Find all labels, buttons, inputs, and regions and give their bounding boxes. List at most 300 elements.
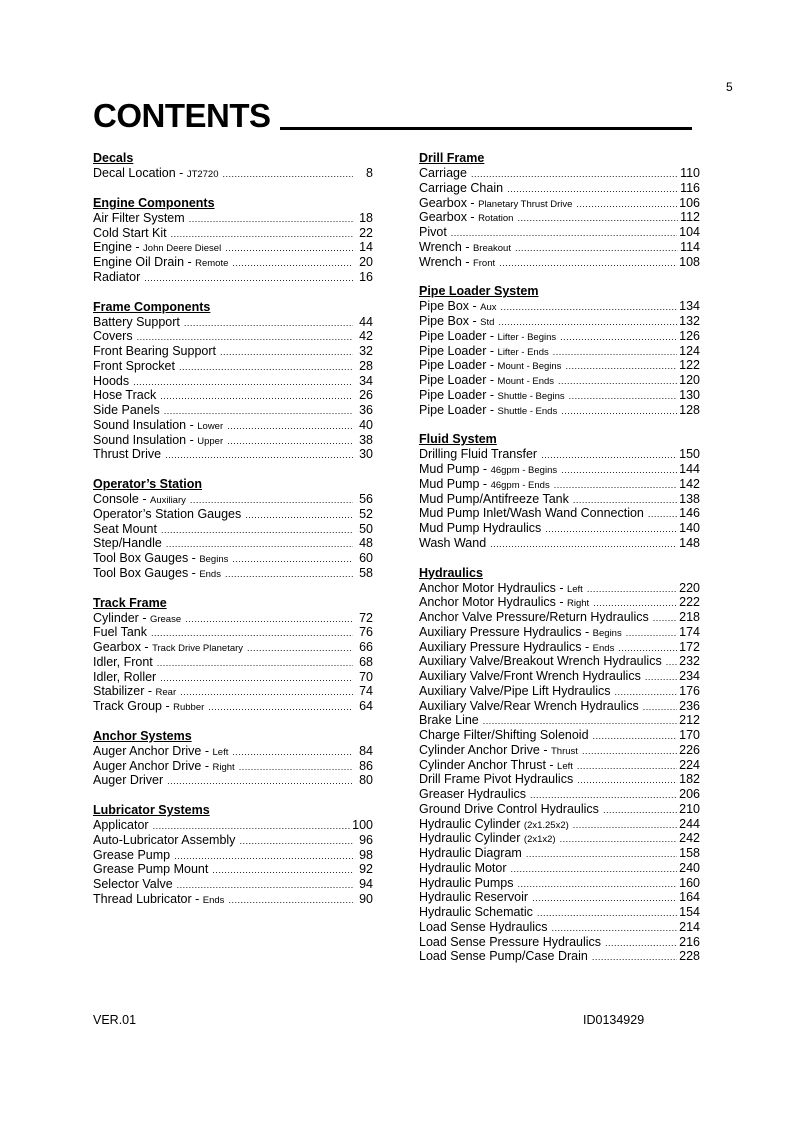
- toc-entry: [419, 492, 700, 507]
- toc-entry: [93, 818, 373, 833]
- toc-entry: [419, 728, 700, 743]
- toc-entry: [93, 848, 373, 863]
- entry-label-main: Stabilizer -: [93, 684, 156, 699]
- entry-page-number: 16: [359, 269, 373, 284]
- toc-entry: [93, 492, 373, 507]
- entry-label-qualifier: Front: [472, 257, 496, 269]
- entry-page-number: 172: [679, 639, 700, 654]
- entry-page-number: 56: [359, 492, 373, 506]
- toc-section: [419, 284, 700, 417]
- entry-label: [93, 699, 204, 716]
- entry-label-main: Thread Lubricator -: [93, 891, 203, 906]
- dot-leader: [576, 197, 677, 212]
- footer-version: VER.01: [93, 1013, 137, 1027]
- toc-entry: [419, 595, 700, 610]
- dot-leader: [225, 241, 353, 256]
- entry-page-number: 8: [366, 166, 373, 180]
- entry-label: [93, 862, 208, 877]
- dot-leader: [558, 374, 677, 389]
- dot-leader: [582, 744, 677, 759]
- entry-label: [93, 848, 170, 863]
- entry-label-main: Greaser Hydraulics: [419, 787, 526, 801]
- dot-leader: [532, 891, 677, 906]
- dot-leader: [190, 493, 353, 508]
- entry-label-qualifier: Remote: [195, 258, 229, 269]
- entry-label: [93, 566, 221, 583]
- entry-label-qualifier: JT2720: [186, 169, 219, 180]
- dot-leader: [648, 507, 677, 522]
- dot-leader: [239, 760, 353, 775]
- toc-entry: [93, 536, 373, 551]
- toc-entry: [93, 699, 373, 714]
- entry-label: [419, 492, 569, 507]
- entry-page-number: 160: [679, 875, 700, 890]
- dot-leader: [232, 256, 353, 271]
- entry-label-main: Hydraulic Schematic: [419, 905, 533, 919]
- entry-label-qualifier: Shuttle - Begins: [497, 390, 565, 402]
- entry-label: [419, 772, 573, 787]
- entry-label: [419, 166, 467, 181]
- entry-label-main: Anchor Valve Pressure/Return Hydraulics: [419, 610, 649, 624]
- entry-label-qualifier: John Deere Diesel: [143, 243, 222, 255]
- entry-page-number: 42: [359, 329, 373, 344]
- entry-page-number: 140: [679, 521, 700, 535]
- dot-leader: [185, 612, 353, 627]
- entry-label: [419, 890, 528, 905]
- toc-entry: [93, 877, 373, 892]
- dot-leader: [179, 360, 353, 375]
- entry-label-main: Side Panels: [93, 403, 160, 417]
- dot-leader: [501, 300, 678, 315]
- entry-label-qualifier: Upper: [197, 435, 224, 447]
- entry-page-number: 90: [359, 891, 373, 906]
- toc-entry: [419, 772, 700, 787]
- section-heading: Fluid System: [419, 432, 497, 447]
- section-heading: Drill Frame: [419, 151, 485, 165]
- entry-label-main: Anchor Motor Hydraulics -: [419, 595, 567, 610]
- entry-label-main: Hydraulic Reservoir: [419, 890, 529, 905]
- entry-label: [93, 315, 180, 330]
- section-heading: Anchor Systems: [93, 728, 192, 743]
- entry-page-number: 70: [359, 669, 373, 684]
- dot-leader: [561, 463, 677, 478]
- entry-page-number: 236: [679, 698, 700, 713]
- toc-entry: [93, 433, 373, 448]
- toc-entry: [93, 566, 373, 581]
- entry-label-main: Wash Wand: [419, 535, 487, 550]
- toc-entry: [93, 833, 373, 848]
- entry-page-number: 146: [679, 506, 700, 521]
- entry-label-main: Auger Anchor Drive -: [93, 743, 213, 758]
- entry-label-qualifier: Rubber: [173, 702, 205, 713]
- dot-leader: [174, 849, 353, 864]
- toc-entry: [419, 536, 700, 551]
- entry-page-number: 182: [679, 772, 700, 787]
- entry-label: [93, 536, 162, 551]
- entry-label-main: Auger Driver: [93, 773, 164, 788]
- entry-label-main: Drilling Fluid Transfer: [419, 447, 538, 462]
- dot-leader: [605, 936, 677, 951]
- entry-label: [419, 225, 447, 240]
- entry-label-main: Pipe Loader -: [419, 328, 498, 343]
- entry-label-main: Decal Location -: [93, 166, 187, 180]
- toc-entry: [93, 226, 373, 241]
- entry-label-main: Ground Drive Control Hydraulics: [419, 801, 599, 816]
- entry-page-number: 74: [359, 684, 373, 699]
- entry-page-number: 232: [679, 654, 700, 669]
- entry-label-main: Mud Pump Inlet/Wash Wand Connection: [419, 506, 644, 521]
- dot-leader: [227, 434, 353, 449]
- entry-label: [93, 388, 156, 403]
- dot-leader: [569, 389, 678, 404]
- entry-page-number: 44: [359, 314, 373, 329]
- entry-label-qualifier: Aux: [480, 302, 497, 314]
- entry-label-main: Pipe Box -: [419, 314, 481, 328]
- entry-page-number: 138: [679, 491, 700, 506]
- dot-leader: [177, 878, 353, 893]
- toc-entry: [419, 477, 700, 492]
- toc-entry: [419, 861, 700, 876]
- entry-label: [93, 892, 224, 909]
- entry-label-main: Auxiliary Pressure Hydraulics -: [419, 624, 593, 639]
- toc-entry: [419, 314, 700, 329]
- entry-label-main: Pivot: [419, 225, 447, 239]
- entry-label: [419, 861, 507, 876]
- toc-entry: [419, 210, 700, 225]
- entry-page-number: 128: [679, 402, 700, 417]
- toc-entry: [419, 787, 700, 802]
- entry-label-main: Battery Support: [93, 314, 180, 329]
- toc-entry: [419, 373, 700, 388]
- entry-page-number: 130: [679, 387, 700, 402]
- toc-entry: [419, 905, 700, 920]
- entry-label-main: Pipe Loader -: [419, 358, 498, 373]
- toc-entry: [419, 166, 700, 181]
- dot-leader: [490, 537, 677, 552]
- dot-leader: [220, 345, 353, 360]
- toc-entry: [419, 506, 700, 521]
- toc-entry: [93, 388, 373, 403]
- toc-entry: [419, 299, 700, 314]
- toc-section: [93, 300, 373, 463]
- dot-leader: [554, 478, 677, 493]
- entry-page-number: 234: [679, 669, 700, 683]
- toc-entry: [93, 862, 373, 877]
- dot-leader: [517, 211, 678, 226]
- entry-label-qualifier: Grease: [149, 613, 182, 625]
- section-heading: Operator’s Station: [93, 477, 203, 491]
- section-heading: Track Frame: [93, 595, 167, 610]
- entry-label-qualifier: Lifter - Ends: [497, 346, 549, 358]
- dot-leader: [517, 877, 677, 892]
- entry-page-number: 142: [679, 476, 700, 491]
- entry-label-main: Cold Start Kit: [93, 225, 167, 240]
- toc-entry: [419, 669, 700, 684]
- entry-page-number: 34: [359, 373, 373, 388]
- dot-leader: [592, 950, 677, 965]
- toc-entry: [93, 670, 373, 685]
- entry-page-number: 106: [679, 195, 700, 210]
- entry-label-qualifier: Thrust: [551, 745, 578, 757]
- toc-entry: [93, 640, 373, 655]
- dot-leader: [153, 819, 351, 834]
- entry-label: [93, 507, 241, 522]
- dot-leader: [227, 419, 353, 434]
- toc-section: [419, 566, 700, 965]
- dot-leader: [552, 921, 678, 936]
- page-number: 5: [726, 80, 733, 94]
- toc-entry: [419, 831, 700, 846]
- entry-page-number: 242: [679, 831, 700, 846]
- entry-label-main: Hydraulic Pumps: [419, 875, 514, 890]
- entry-page-number: 40: [359, 417, 373, 432]
- toc-entry: [93, 315, 373, 330]
- dot-leader: [573, 493, 677, 508]
- entry-label-main: Pipe Loader -: [419, 343, 498, 358]
- entry-label-qualifier: Rear: [155, 687, 177, 699]
- entry-label: [419, 728, 589, 743]
- entry-label-qualifier: Mount - Begins: [497, 361, 562, 373]
- entry-label-qualifier: Std: [480, 317, 495, 328]
- entry-page-number: 174: [679, 624, 700, 639]
- toc-entry: [93, 329, 373, 344]
- entry-label: [93, 773, 163, 788]
- toc-entry: [93, 344, 373, 359]
- entry-page-number: 244: [679, 816, 700, 831]
- toc-entry: [419, 181, 700, 196]
- entry-label-qualifier: Left: [566, 583, 583, 595]
- entry-label-main: Pipe Loader -: [419, 373, 498, 387]
- toc-column-right: [419, 151, 700, 979]
- toc-entry: [419, 329, 700, 344]
- dot-leader: [161, 523, 353, 538]
- section-heading: Pipe Loader System: [419, 284, 539, 299]
- entry-label: [419, 669, 641, 684]
- entry-label: [419, 787, 526, 802]
- toc-entry: [93, 611, 373, 626]
- entry-page-number: 214: [679, 919, 700, 934]
- entry-page-number: 164: [679, 890, 700, 905]
- entry-label-qualifier: Left: [212, 746, 229, 758]
- dot-leader: [151, 626, 353, 641]
- entry-label: [93, 877, 173, 892]
- section-heading: Engine Components: [93, 195, 215, 210]
- entry-page-number: 66: [359, 640, 373, 654]
- toc-entry: [419, 255, 700, 270]
- entry-label-main: Hydraulic Diagram: [419, 846, 522, 860]
- entry-label-main: Idler, Roller: [93, 669, 157, 684]
- dot-leader: [573, 818, 677, 833]
- section-heading: Decals: [93, 151, 134, 165]
- dot-leader: [615, 685, 678, 700]
- entry-label-qualifier: (2x1x2): [523, 834, 556, 846]
- entry-page-number: 110: [680, 166, 700, 180]
- entry-label-main: Cylinder Anchor Drive -: [419, 742, 551, 757]
- toc-entry: [93, 744, 373, 759]
- entry-label-main: Mud Pump -: [419, 476, 491, 491]
- toc-entry: [93, 270, 373, 285]
- entry-page-number: 240: [679, 860, 700, 875]
- entry-label: [419, 802, 599, 817]
- toc-entry: [419, 358, 700, 373]
- entry-page-number: 68: [359, 654, 373, 669]
- dot-leader: [160, 389, 353, 404]
- toc-entry: [419, 684, 700, 699]
- entry-label-main: Grease Pump Mount: [93, 862, 209, 877]
- toc-section: [93, 729, 373, 788]
- dot-leader: [645, 670, 677, 685]
- entry-page-number: 30: [359, 447, 373, 462]
- entry-label: [419, 935, 601, 950]
- toc-entry: [419, 802, 700, 817]
- dot-leader: [593, 729, 678, 744]
- entry-page-number: 210: [679, 801, 700, 816]
- entry-page-number: 38: [359, 432, 373, 447]
- entry-page-number: 176: [679, 683, 700, 698]
- entry-label-main: Sound Insulation -: [93, 417, 198, 432]
- toc-entry: [419, 713, 700, 728]
- entry-label-main: Charge Filter/Shifting Solenoid: [419, 728, 589, 742]
- entry-label: [93, 522, 157, 537]
- entry-label-main: Front Bearing Support: [93, 344, 216, 358]
- toc-entry: [419, 581, 700, 596]
- entry-label: [419, 506, 644, 521]
- entry-label: [419, 255, 495, 272]
- entry-label: [419, 699, 639, 714]
- dot-leader: [180, 685, 353, 700]
- toc-entry: [93, 507, 373, 522]
- entry-label-main: Wrench -: [419, 254, 473, 269]
- dot-leader: [565, 359, 677, 374]
- entry-label-qualifier: Planetary Thrust Drive: [478, 198, 573, 210]
- toc-entry: [93, 684, 373, 699]
- dot-leader: [225, 567, 353, 582]
- dot-leader: [239, 834, 353, 849]
- toc-section: [93, 196, 373, 285]
- entry-label-main: Pipe Box -: [419, 299, 481, 314]
- dot-leader: [593, 596, 677, 611]
- title-underline: [280, 127, 692, 130]
- toc-entry: [93, 403, 373, 418]
- entry-label: [93, 625, 147, 640]
- entry-label: [93, 670, 156, 685]
- toc-entry: [419, 225, 700, 240]
- toc-entry: [93, 166, 373, 181]
- dot-leader: [184, 316, 353, 331]
- entry-label-main: Drill Frame Pivot Hydraulics: [419, 772, 574, 787]
- entry-page-number: 206: [679, 787, 700, 801]
- entry-label-qualifier: Right: [212, 761, 235, 773]
- entry-label: [93, 359, 175, 374]
- entry-label: [93, 226, 167, 241]
- entry-label-main: Operator’s Station Gauges: [93, 506, 242, 521]
- entry-page-number: 96: [359, 832, 373, 847]
- entry-label-main: Hydraulic Motor: [419, 860, 507, 875]
- dot-leader: [499, 256, 677, 271]
- dot-leader: [471, 167, 678, 182]
- section-heading: Lubricator Systems: [93, 803, 210, 817]
- dot-leader: [560, 330, 677, 345]
- entry-label-main: Hoods: [93, 373, 130, 388]
- dot-leader: [133, 375, 353, 390]
- dot-leader: [189, 212, 353, 227]
- entry-label-main: Load Sense Pressure Hydraulics: [419, 934, 602, 949]
- dot-leader: [137, 330, 353, 345]
- dot-leader: [247, 641, 353, 656]
- section-heading: Frame Components: [93, 299, 211, 314]
- entry-label: [419, 403, 557, 420]
- entry-label-main: Load Sense Hydraulics: [419, 919, 548, 934]
- toc-entry: [419, 521, 700, 536]
- toc-entry: [419, 403, 700, 418]
- toc-entry: [93, 211, 373, 226]
- toc-entry: [93, 418, 373, 433]
- entry-page-number: 222: [679, 595, 700, 610]
- entry-page-number: 80: [359, 773, 373, 788]
- dot-leader: [626, 626, 677, 641]
- toc-entry: [419, 625, 700, 640]
- dot-leader: [507, 182, 678, 197]
- entry-label-main: Track Group -: [93, 699, 174, 713]
- entry-page-number: 220: [679, 580, 700, 595]
- entry-label: [419, 949, 588, 964]
- dot-leader: [157, 656, 353, 671]
- toc-entry: [419, 447, 700, 462]
- entry-label-main: Pipe Loader -: [419, 402, 498, 417]
- dot-leader: [232, 552, 353, 567]
- entry-page-number: 84: [359, 743, 373, 758]
- entry-label-main: Front Sprocket: [93, 358, 175, 373]
- entry-label-qualifier: Right: [566, 598, 590, 610]
- toc-entry: [93, 359, 373, 374]
- toc-entry: [93, 374, 373, 389]
- entry-label: [93, 329, 133, 344]
- entry-page-number: 158: [679, 846, 700, 860]
- entry-page-number: 86: [359, 758, 373, 773]
- toc-entry: [93, 522, 373, 537]
- toc-section: [419, 432, 700, 550]
- entry-page-number: 108: [679, 254, 700, 269]
- entry-label-main: Radiator: [93, 269, 141, 284]
- entry-label-main: Auxiliary Valve/Pipe Lift Hydraulics: [419, 683, 611, 698]
- toc-entry: [419, 846, 700, 861]
- entry-page-number: 58: [359, 565, 373, 580]
- dot-leader: [643, 700, 677, 715]
- entry-page-number: 112: [680, 210, 700, 225]
- dot-leader: [577, 773, 677, 788]
- dot-leader: [545, 522, 677, 537]
- entry-page-number: 122: [679, 358, 700, 373]
- entry-page-number: 150: [679, 447, 700, 462]
- entry-page-number: 32: [359, 344, 373, 358]
- entry-label-main: Tool Box Gauges -: [93, 551, 200, 565]
- dot-leader: [526, 847, 677, 862]
- entry-label: [419, 684, 611, 699]
- entry-page-number: 72: [359, 610, 373, 625]
- entry-label-main: Auxiliary Valve/Rear Wrench Hydraulics: [419, 698, 639, 713]
- entry-page-number: 20: [359, 255, 373, 269]
- entry-label-main: Wrench -: [419, 239, 473, 254]
- entry-label-qualifier: Ends: [202, 894, 225, 906]
- toc-entry: [419, 462, 700, 477]
- dot-leader: [561, 404, 677, 419]
- dot-leader: [603, 803, 677, 818]
- entry-label-main: Gearbox -: [419, 195, 479, 210]
- entry-label-qualifier: Auxiliary: [149, 495, 186, 506]
- dot-leader: [451, 226, 677, 241]
- entry-label-qualifier: Ends: [592, 642, 615, 654]
- toc-entry: [419, 758, 700, 773]
